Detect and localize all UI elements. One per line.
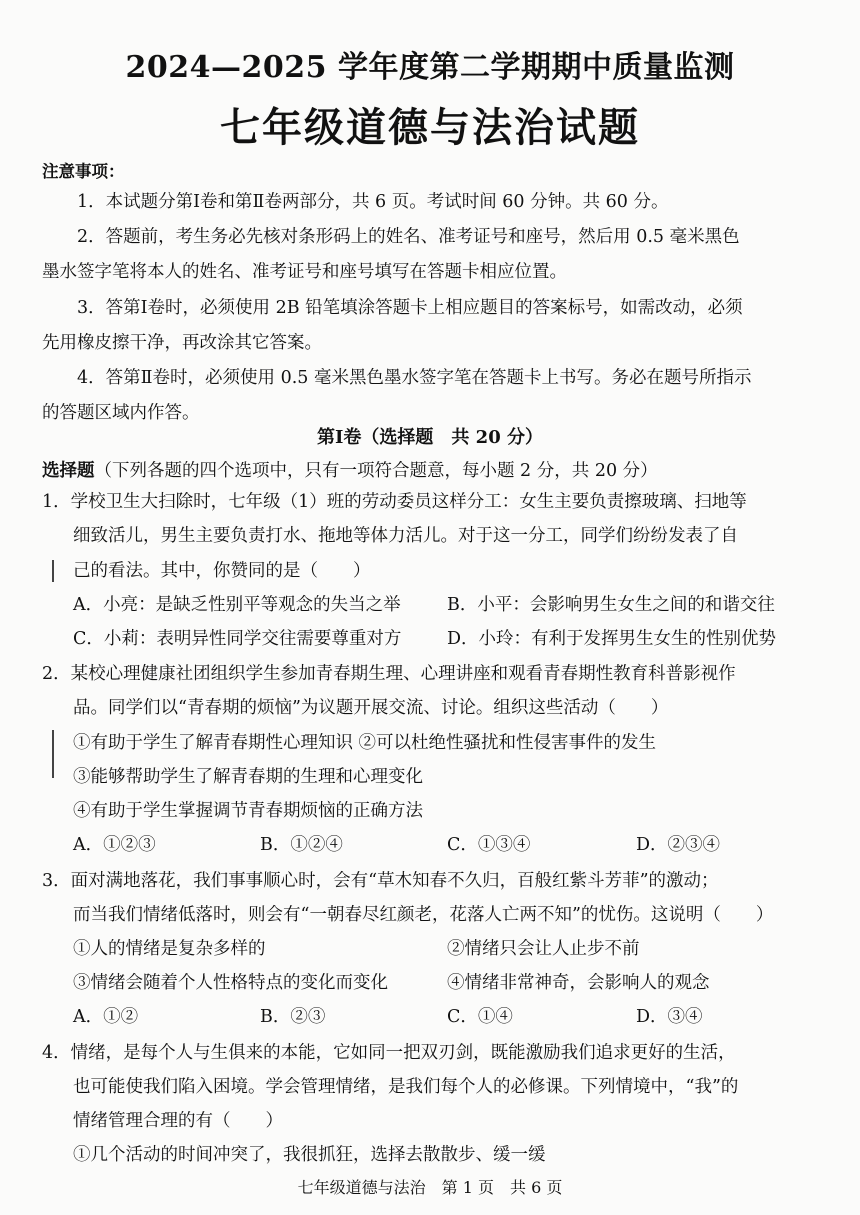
note-item: 先用橡皮擦干净，再改涂其它答案。 (42, 333, 322, 353)
question-1-line: 细致活儿，男生主要负责打水、拖地等体力活儿。对于这一分工，同学们纷纷发表了自 (73, 526, 738, 546)
statement: ④情绪非常神奇，会影响人的观念 (447, 973, 710, 993)
question-4-line: 4．情绪，是每个人与生俱来的本能，它如同一把双刃剑，既能激励我们追求更好的生活， (42, 1043, 736, 1063)
note-item: 墨水签字笔将本人的姓名、准考证号和座号填写在答题卡相应位置。 (42, 262, 567, 282)
option-a: A．①②③ (73, 835, 156, 855)
question-4-line: 也可能使我们陷入困境。学会管理情绪，是我们每个人的必修课。下列情境中，“我”的 (73, 1077, 739, 1097)
question-3-line: 3．面对满地落花，我们事事顺心时，会有“草木知春不久归，百般红紫斗芳菲”的激动； (42, 871, 719, 891)
note-item: 3．答第Ⅰ卷时，必须使用 2B 铅笔填涂答题卡上相应题目的答案标号，如需改动，必须 (77, 298, 743, 318)
statement: ①人的情绪是复杂多样的 (73, 939, 266, 959)
scan-mark (52, 730, 54, 778)
option-b: B．②③ (260, 1007, 326, 1027)
statement: ①几个活动的时间冲突了，我很抓狂，选择去散散步、缓一缓 (73, 1145, 546, 1165)
option-d: D．小玲：有利于发挥男生女生的性别优势 (447, 629, 777, 649)
section-title: 第Ⅰ卷（选择题 共 20 分） (316, 427, 543, 448)
question-3-line: 而当我们情绪低落时，则会有“一朝春尽红颜老，花落人亡两不知”的忧伤。这说明（ ） (73, 905, 774, 925)
option-b: B．①②④ (260, 835, 343, 855)
note-item: 1．本试题分第Ⅰ卷和第Ⅱ卷两部分，共 6 页。考试时间 60 分钟。共 60 分。 (77, 192, 669, 212)
option-b: B．小平：会影响男生女生之间的和谐交往 (447, 595, 775, 615)
option-d: D．②③④ (636, 835, 721, 855)
section-instruction (42, 459, 658, 483)
question-2-line: 2．某校心理健康社团组织学生参加青春期生理、心理讲座和观看青春期性教育科普影视作 (42, 664, 736, 684)
exam-title-subject: 七年级道德与法治试题 (220, 105, 640, 151)
page-footer: 七年级道德与法治 第 1 页 共 6 页 (297, 1178, 563, 1197)
instruction-text: （下列各题的四个选项中，只有一项符合题意，每小题 2 分，共 20 分） (94, 461, 658, 481)
option-c: C．小莉：表明异性同学交往需要尊重对方 (73, 629, 402, 649)
scan-mark (52, 560, 54, 582)
option-c: C．①④ (447, 1007, 513, 1027)
question-2-line: 品。同学们以“青春期的烦恼”为议题开展交流、讨论。组织这些活动（ ） (73, 698, 669, 718)
statement: ②情绪只会让人止步不前 (447, 939, 640, 959)
note-item: 的答题区域内作答。 (42, 403, 200, 423)
instruction-label: 选择题 (42, 461, 95, 481)
question-1-line: 1．学校卫生大扫除时，七年级（1）班的劳动委员这样分工：女生主要负责擦玻璃、扫地等 (42, 492, 747, 512)
statement: ③能够帮助学生了解青春期的生理和心理变化 (73, 767, 423, 787)
option-a: A．小亮：是缺乏性别平等观念的失当之举 (73, 595, 401, 615)
question-1-line: 己的看法。其中，你赞同的是（ ） (73, 561, 371, 581)
question-4-line: 情绪管理合理的有（ ） (73, 1111, 283, 1131)
exam-title-term: 2024—2025 学年度第二学期期中质量监测 (125, 50, 735, 85)
notes-heading: 注意事项： (42, 162, 125, 181)
statement: ④有助于学生掌握调节青春期烦恼的正确方法 (73, 801, 423, 821)
option-a: A．①② (73, 1007, 139, 1027)
option-d: D．③④ (636, 1007, 703, 1027)
option-c: C．①③④ (447, 835, 531, 855)
statement: ③情绪会随着个人性格特点的变化而变化 (73, 973, 388, 993)
note-item: 2．答题前，考生务必先核对条形码上的姓名、准考证号和座号，然后用 0.5 毫米黑色 (77, 227, 740, 247)
statement: ①有助于学生了解青春期性心理知识 ②可以杜绝性骚扰和性侵害事件的发生 (73, 733, 657, 753)
note-item: 4．答第Ⅱ卷时，必须使用 0.5 毫米黑色墨水签字笔在答题卡上书写。务必在题号所指示 (77, 368, 752, 388)
